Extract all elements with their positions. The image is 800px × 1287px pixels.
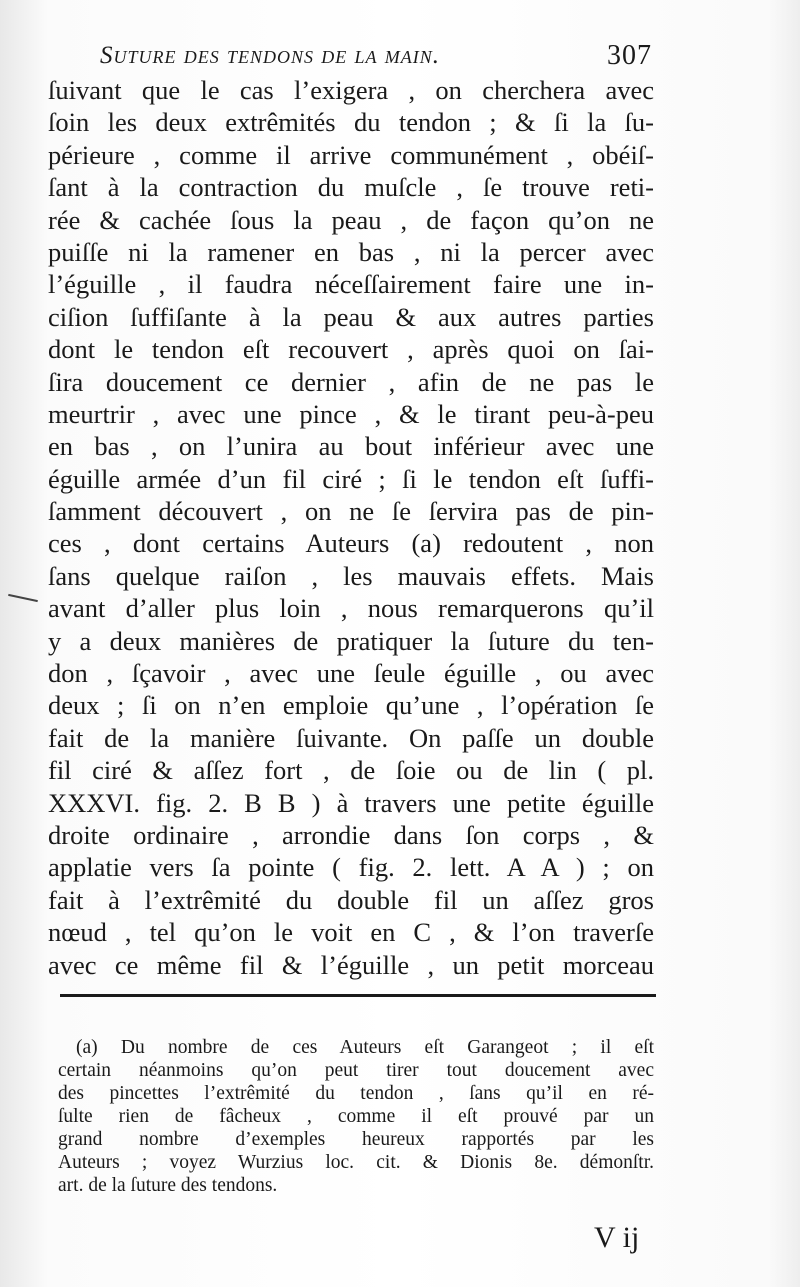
- footnote-line: des pincettes l’extrêmité du tendon , ſans qu’il en ré-: [58, 1083, 654, 1104]
- text-line: droite ordinaire , arrondie dans ſon corps , &: [48, 819, 654, 850]
- signature-mark: V ij: [594, 1221, 640, 1254]
- footnote-line: grand nombre d’exemples heureux rapportés par les: [58, 1129, 654, 1150]
- text-line: puiſſe ni la ramener en bas , ni la percer avec: [48, 236, 654, 267]
- text-line: ſans quelque raiſon , les mauvais effets. Mais: [48, 560, 654, 591]
- text-line: avec ce même fil & l’éguille , un petit morceau: [48, 949, 654, 980]
- text-line: applatie vers ſa pointe ( fig. 2. lett. A A ) ; on: [48, 852, 654, 883]
- text-line: nœud , tel qu’on le voit en C , & l’on traverſe: [48, 917, 654, 948]
- margin-mark: [8, 594, 38, 602]
- text-line: ciſion ſuffiſante à la peau & aux autres parties: [48, 301, 654, 332]
- footnote-line: art. de la ſuture des tendons.: [58, 1175, 278, 1196]
- text-line: fait à l’extrêmité du double fil un aſſez gros: [48, 884, 654, 915]
- text-line: ſamment découvert , on ne ſe ſervira pas de pin-: [48, 496, 654, 527]
- text-line: fil ciré & aſſez fort , de ſoie ou de lin ( pl.: [48, 755, 654, 786]
- text-line: ſoin les deux extrêmités du tendon ; & ſi la ſu-: [48, 107, 654, 138]
- text-line: XXXVI. fig. 2. B B ) à travers une petite éguille: [48, 787, 654, 818]
- text-line: ces , dont certains Auteurs (a) redoutent , non: [48, 528, 654, 559]
- main-text: [48, 74, 654, 981]
- text-line: périeure , comme il arrive communément , obéiſ-: [48, 139, 654, 170]
- footnote: [58, 1036, 654, 1197]
- footnote-rule: [60, 994, 656, 997]
- text-line: ſira doucement ce dernier , afin de ne pas le: [48, 366, 654, 397]
- footnote-line: ſulte rien de fâcheux , comme il eſt prouvé par un: [58, 1106, 654, 1127]
- page-header: [100, 38, 660, 78]
- text-line: ſant à la contraction du muſcle , ſe trouve reti-: [48, 172, 654, 203]
- text-line: ſuivant que le cas l’exigera , on cherchera avec: [48, 75, 654, 105]
- running-title: Suture des tendons de la main.: [100, 42, 440, 69]
- text-line: y a deux manières de pratiquer la ſuture du ten-: [48, 625, 654, 656]
- page-number: 307: [607, 40, 652, 71]
- text-line: avant d’aller plus loin , nous remarquerons qu’il: [48, 593, 654, 624]
- text-line: rée & cachée ſous la peau , de façon qu’on ne: [48, 204, 654, 235]
- text-line: en bas , on l’unira au bout inférieur avec une: [48, 431, 654, 462]
- footnote-line: certain néanmoins qu’on peut tirer tout doucement avec: [58, 1060, 654, 1081]
- footnote-line: Auteurs ; voyez Wurzius loc. cit. & Dionis 8e. démonſtr.: [58, 1152, 654, 1173]
- text-line: meurtrir , avec une pince , & le tirant peu-à-peu: [48, 398, 654, 429]
- footnote-line: (a) Du nombre de ces Auteurs eſt Garangeot ; il eſt: [76, 1037, 654, 1058]
- text-line: éguille armée d’un fil ciré ; ſi le tendon eſt ſuffi-: [48, 463, 654, 494]
- text-line: fait de la manière ſuivante. On paſſe un double: [48, 722, 654, 753]
- text-line: l’éguille , il faudra néceſſairement faire une in-: [48, 269, 654, 300]
- text-line: don , ſçavoir , avec une ſeule éguille , ou avec: [48, 658, 654, 689]
- text-line: dont le tendon eſt recouvert , après quoi on ſai-: [48, 334, 654, 365]
- text-line: deux ; ſi on n’en emploie qu’une , l’opération ſe: [48, 690, 654, 721]
